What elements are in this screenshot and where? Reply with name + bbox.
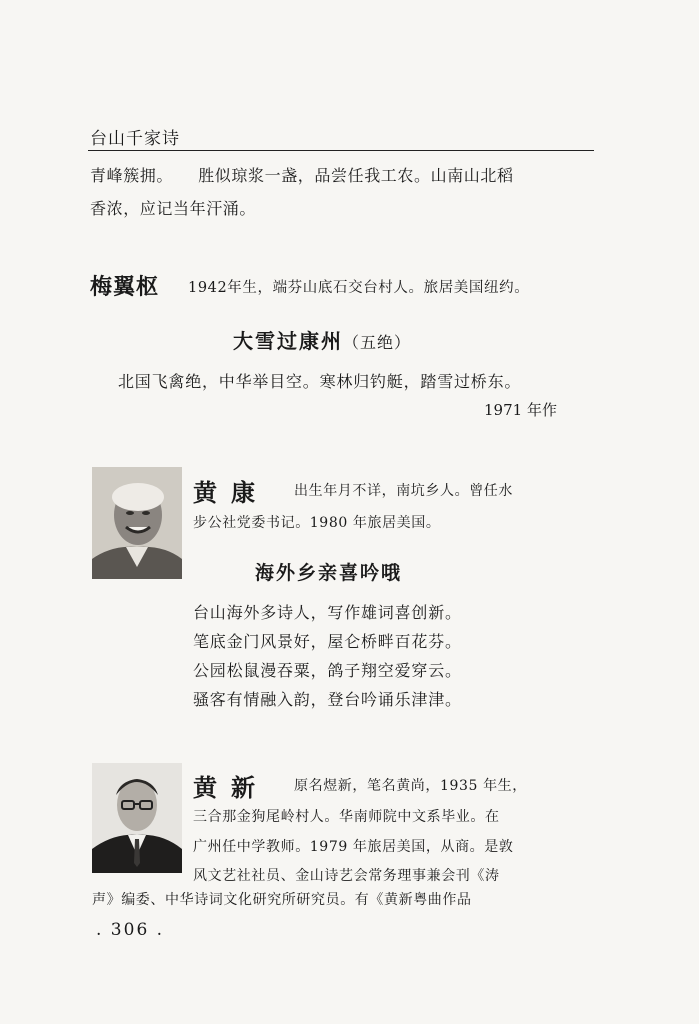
portrait-huang-xin: [92, 763, 182, 873]
poet-bio-line-2: 三合那金狗尾岭村人。华南师院中文系毕业。在: [193, 809, 500, 825]
poem-line: 笔底金门风景好，屋仑桥畔百花芬。: [193, 632, 462, 651]
poet-bio-line-1: 出生年月不详，南坑乡人。曾任水: [294, 483, 513, 499]
poem-line: 台山海外多诗人，写作雄词喜创新。: [193, 603, 462, 622]
poet-bio-line-5: 声》编委、中华诗词文化研究所研究员。有《黄新粤曲作品: [92, 892, 472, 908]
poem-title-block-1: [233, 325, 411, 354]
page-number: . 306 .: [96, 920, 165, 940]
poet-name-mei: 梅翼枢: [90, 274, 160, 300]
portrait-huang-xin-drawing: [92, 763, 182, 873]
poet-bio-line-1: 原名煜新，笔名黄尚，1935 年生，: [294, 778, 527, 794]
book-title: 台山千家诗: [90, 129, 180, 149]
poem-form: （五绝）: [343, 333, 412, 352]
poem-title: 大雪过康州: [233, 329, 343, 353]
portrait-huang-kang: [92, 467, 182, 579]
poet-bio-line-3: 广州任中学教师。1979 年旅居美国，从商。是敦: [193, 839, 514, 855]
poem-line: 骚客有情融入韵，登台吟诵乐津津。: [193, 690, 462, 709]
poet-bio-mei: 1942年生，端芬山底石交台村人。旅居美国纽约。: [188, 280, 530, 296]
poem-title: 海外乡亲喜吟哦: [255, 562, 403, 584]
poet-bio-line-2: 步公社党委书记。1980 年旅居美国。: [193, 515, 441, 531]
carryover-line-2: 香浓，应记当年汗涌。: [90, 199, 257, 218]
poet-name-huang-xin: 黄新: [193, 773, 269, 802]
running-header: [88, 120, 594, 151]
poem-line: 公园松鼠漫吞粟，鸽子翔空爱穿云。: [193, 661, 462, 680]
portrait-huang-kang-drawing: [92, 467, 182, 579]
year-note: 1971 年作: [484, 401, 557, 419]
poet-name-huang-kang: 黄康: [193, 478, 269, 507]
carryover-line-1: 青峰簇拥。 胜似琼浆一盏，品尝任我工农。山南山北稻: [90, 166, 514, 185]
poem-line: 北国飞禽绝，中华举目空。寒林归钓艇，踏雪过桥东。: [118, 372, 522, 391]
poet-bio-line-4: 风文艺社社员、金山诗艺会常务理事兼会刊《涛: [193, 868, 500, 884]
